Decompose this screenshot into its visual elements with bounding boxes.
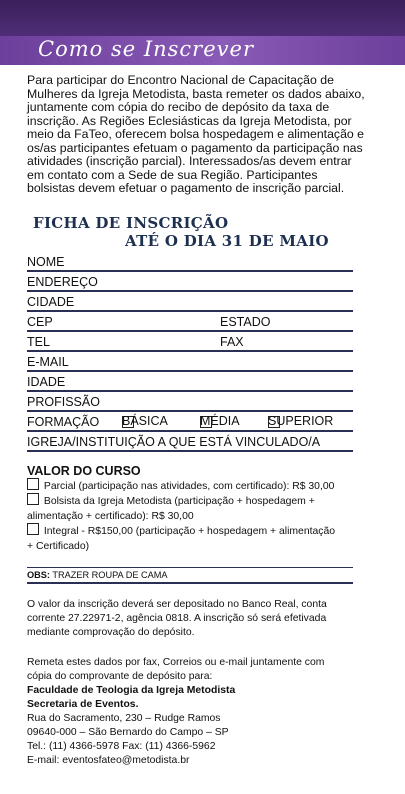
obs-note (27, 567, 353, 584)
profissao-field[interactable] (27, 392, 353, 412)
tel-label: TEL (27, 335, 50, 349)
idade-label: IDADE (27, 375, 66, 389)
form-deadline: ATÉ O DIA 31 DE MAIO (125, 232, 329, 250)
endereco-label: ENDEREÇO (27, 275, 98, 289)
superior-label: SUPERIOR (268, 414, 334, 428)
tel-fax-field[interactable] (27, 332, 353, 352)
obs-label: OBS: (27, 570, 50, 580)
basica-label: BÁSICA (122, 414, 168, 428)
cep-estado-field[interactable] (27, 312, 353, 332)
parcial-label: Parcial (participação nas atividades, com certificado): R$ 30,00 (43, 481, 335, 492)
integral-label-1: Integral - R$150,00 (participação + hospedagem + alimentação (43, 526, 336, 537)
integral-label-2: + Certificado) (27, 541, 90, 552)
nome-label: NOME (27, 255, 65, 269)
estado-label: ESTADO (220, 315, 271, 329)
option-parcial[interactable] (27, 478, 357, 494)
media-label: MÉDIA (200, 414, 240, 428)
remeta-line-1: Remeta estes dados por fax, Correios ou e-mail juntamente com (27, 657, 325, 668)
contact-dept: Secretaria de Eventos. (27, 699, 139, 710)
parcial-checkbox[interactable] (27, 478, 39, 490)
option-integral[interactable] (27, 523, 357, 554)
contact-org: Faculdade de Teologia da Igreja Metodista (27, 685, 236, 696)
bolsista-label-2: alimentação + certificado): R$ 30,00 (27, 511, 194, 522)
igreja-label: IGREJA/INSTITUIÇÃO A QUE ESTÁ VINCULADO/A (27, 435, 321, 449)
intro-paragraph: Para participar do Encontro Nacional de Capacitação de Mulheres da Igreja Metodista, basta remeter os dados abaixo, juntamente com cópia do recibo de depósito da taxa de inscrição. As Regiões Eclesiásticas da Igreja Metodista, por meio da FaTeo, oferecem bolsa hospedagem e alimentação e os/as participantes efetuam o pagamento da participação nas atividades (inscrição parcial). Interessados/as devem entrar em contato com a Sede de sua Região. Participantes bolsistas devem efetuar o pagamento de inscrição parcial. (27, 73, 365, 195)
option-bolsista[interactable] (27, 493, 357, 524)
remeta-line-2: cópia do comprovante de depósito para: (27, 671, 213, 682)
bolsista-checkbox[interactable] (27, 493, 39, 505)
email-label: E-MAIL (27, 355, 69, 369)
header-top-band (0, 0, 405, 36)
contact-city: 09640-000 – São Bernardo do Campo – SP (27, 727, 229, 738)
idade-field[interactable] (27, 372, 353, 392)
fax-label: FAX (220, 335, 244, 349)
section-title: Como se Inscrever (38, 37, 254, 61)
bolsista-label-1: Bolsista da Igreja Metodista (participação + hospedagem + (43, 496, 315, 507)
integral-checkbox[interactable] (27, 523, 39, 535)
cep-label: CEP (27, 315, 53, 329)
contact-email[interactable]: E-mail: eventosfateo@metodista.br (27, 755, 190, 766)
contact-phones: Tel.: (11) 4366-5978 Fax: (11) 4366-5962 (27, 741, 216, 752)
valor-title: VALOR DO CURSO (27, 464, 141, 478)
cidade-field[interactable] (27, 292, 353, 312)
obs-text: TRAZER ROUPA DE CAMA (52, 570, 168, 580)
igreja-field[interactable] (27, 432, 353, 452)
formacao-field (27, 412, 353, 432)
endereco-field[interactable] (27, 272, 353, 292)
cidade-label: CIDADE (27, 295, 75, 309)
nome-field[interactable] (27, 252, 353, 272)
section-title-bar (0, 36, 405, 65)
deposit-info: O valor da inscrição deverá ser depositado no Banco Real, conta corrente 27.22971-2, agência 0818. A inscrição só será efetivada mediante comprovação do depósito. (27, 599, 327, 638)
form-title: FICHA DE INSCRIÇÃO (33, 214, 229, 232)
contact-street: Rua do Sacramento, 230 – Rudge Ramos (27, 713, 221, 724)
profissao-label: PROFISSÃO (27, 395, 100, 409)
formacao-label: FORMAÇÃO (27, 415, 100, 429)
email-field[interactable] (27, 352, 353, 372)
contact-block (27, 656, 367, 768)
